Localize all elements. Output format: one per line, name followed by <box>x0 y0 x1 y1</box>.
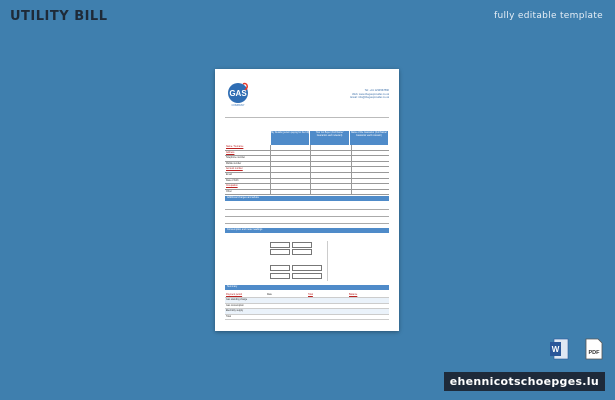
table-header-cell: Your 1st Buyer (Full Name/ Guarantor each relevant) <box>310 131 349 145</box>
table-row: Mobile number <box>225 162 389 168</box>
details-table <box>225 145 389 195</box>
table-row: Address <box>225 151 389 157</box>
table-row: Telephone number <box>225 156 389 162</box>
website-badge[interactable]: ehennicotschoepges.lu <box>444 372 605 391</box>
svg-text:W: W <box>551 345 560 354</box>
table-header-cell: My Details (person paying for the bill) <box>271 131 310 145</box>
table-row: Email <box>225 173 389 179</box>
table-row: Gas consumption <box>225 304 389 309</box>
contact-block <box>350 89 389 100</box>
table-row: Account number <box>225 167 389 173</box>
logo-subtext: COMPANY <box>231 104 245 107</box>
summary-table <box>225 293 389 320</box>
section-header: Consumption and meter readings <box>225 228 389 233</box>
utility-bill-preview <box>215 69 399 331</box>
word-icon[interactable] <box>549 338 569 360</box>
table-row: Date of birth <box>225 179 389 185</box>
table-row: Other <box>225 190 389 196</box>
contact-line: Tel: +41 1234567890 <box>364 89 389 92</box>
contact-line: Web: www.thegasprovider.co.uk <box>352 92 389 96</box>
page-title: UTILITY BILL <box>10 9 108 24</box>
page-subtitle: fully editable template <box>494 11 603 21</box>
table-row: Gas standing charge <box>225 298 389 303</box>
pdf-label: PDF <box>588 350 600 356</box>
charges-block <box>225 203 389 224</box>
table-row: Payment period Rate Total Balance <box>225 293 389 298</box>
section-header: Summary <box>225 285 389 290</box>
contact-line: Email: info@thegasprovider.co.uk <box>350 96 389 100</box>
gas-company-logo-icon <box>225 82 251 108</box>
table-row: Name / Surname <box>225 145 389 151</box>
pdf-icon[interactable] <box>584 338 604 360</box>
table-header-cell: Name of the Guarantor (Full Name/ Guarantor each relevant) <box>350 131 389 145</box>
table-row: Total <box>225 315 389 320</box>
details-table-header <box>271 131 389 145</box>
section-header: Additional charges and advice <box>225 196 389 201</box>
table-row: Electricity supply <box>225 309 389 314</box>
logo-text: GAS <box>229 89 247 98</box>
table-row: Occupation <box>225 184 389 190</box>
divider <box>225 117 389 118</box>
